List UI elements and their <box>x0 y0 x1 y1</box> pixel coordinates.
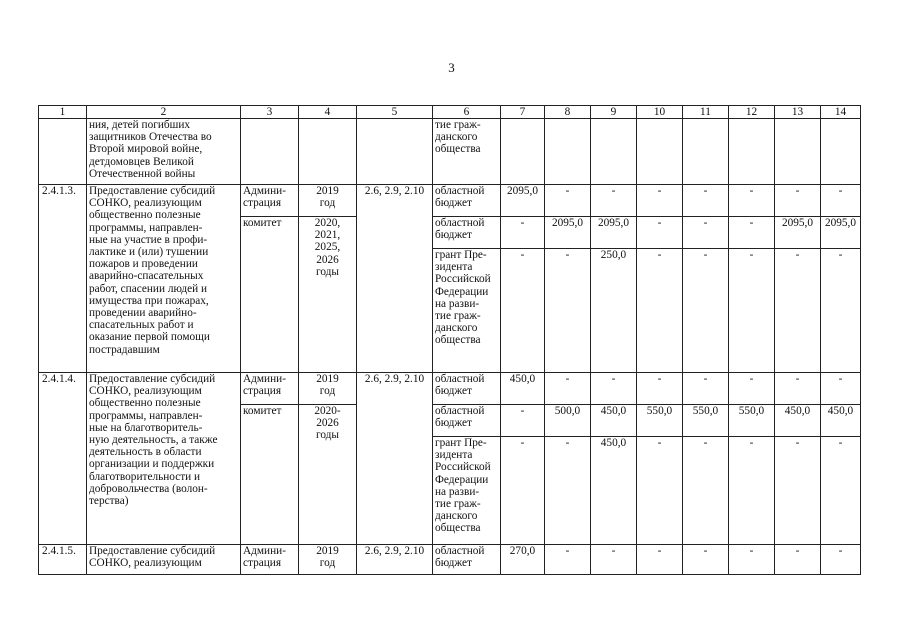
value-cell: - <box>775 249 821 373</box>
value-cell <box>683 119 729 185</box>
header-cell: 13 <box>775 106 821 119</box>
value-cell: - <box>775 545 821 575</box>
value-cell: 550,0 <box>637 405 683 437</box>
header-cell: 9 <box>591 106 637 119</box>
indicators-cell: 2.6, 2.9, 2.10 <box>357 185 433 373</box>
value-cell <box>501 119 545 185</box>
value-cell: - <box>729 437 775 545</box>
source-cell: областной бюджет <box>433 185 501 217</box>
source-cell: областной бюджет <box>433 545 501 575</box>
value-cell: 2095,0 <box>821 217 861 249</box>
value-cell: - <box>775 373 821 405</box>
value-cell: - <box>637 185 683 217</box>
header-cell: 2 <box>87 106 241 119</box>
program-table <box>38 105 861 575</box>
value-cell: 270,0 <box>501 545 545 575</box>
value-cell <box>729 119 775 185</box>
years-cell: 2020, 2021, 2025, 2026 годы <box>299 217 357 373</box>
value-cell: - <box>683 185 729 217</box>
value-cell <box>775 119 821 185</box>
value-cell <box>591 119 637 185</box>
value-cell <box>821 119 861 185</box>
source-cell: областной бюджет <box>433 405 501 437</box>
table-row <box>39 373 861 405</box>
value-cell: - <box>775 437 821 545</box>
header-cell: 12 <box>729 106 775 119</box>
executor-cell <box>241 119 299 185</box>
years-cell <box>299 119 357 185</box>
indicators-cell: 2.6, 2.9, 2.10 <box>357 545 433 575</box>
value-cell: 500,0 <box>545 405 591 437</box>
header-cell: 8 <box>545 106 591 119</box>
years-cell: 2020- 2026 годы <box>299 405 357 545</box>
executor-cell: комитет <box>241 217 299 373</box>
value-cell: - <box>637 545 683 575</box>
code-cell: 2.4.1.3. <box>39 185 87 373</box>
description-cell: Предоставление субсидий СОНКО, реализующим общественно полезные программы, направлен- ные на благотворитель- ную деятельность, а также деятельность в области организации и поддержки благотворительности и добровольчества (волон- терства) <box>87 373 241 545</box>
source-cell: областной бюджет <box>433 217 501 249</box>
value-cell <box>545 119 591 185</box>
value-cell: - <box>729 545 775 575</box>
value-cell: 2095,0 <box>775 217 821 249</box>
executor-cell: Админи- страция <box>241 373 299 405</box>
table-row <box>39 185 861 217</box>
header-cell: 5 <box>357 106 433 119</box>
executor-cell: комитет <box>241 405 299 545</box>
value-cell: - <box>683 545 729 575</box>
value-cell: 450,0 <box>501 373 545 405</box>
value-cell: 250,0 <box>591 249 637 373</box>
source-cell: тие граж- данского общества <box>433 119 501 185</box>
value-cell: - <box>683 217 729 249</box>
years-cell: 2019 год <box>299 185 357 217</box>
years-cell: 2019 год <box>299 373 357 405</box>
header-row <box>39 106 861 119</box>
years-cell: 2019 год <box>299 545 357 575</box>
value-cell: - <box>821 249 861 373</box>
value-cell: - <box>729 185 775 217</box>
code-cell <box>39 119 87 185</box>
header-cell: 3 <box>241 106 299 119</box>
value-cell: 450,0 <box>591 405 637 437</box>
header-cell: 10 <box>637 106 683 119</box>
value-cell: - <box>821 373 861 405</box>
value-cell: - <box>501 249 545 373</box>
value-cell: - <box>501 405 545 437</box>
value-cell: - <box>683 373 729 405</box>
indicators-cell: 2.6, 2.9, 2.10 <box>357 373 433 545</box>
value-cell <box>637 119 683 185</box>
code-cell: 2.4.1.4. <box>39 373 87 545</box>
value-cell: - <box>545 185 591 217</box>
value-cell: 450,0 <box>591 437 637 545</box>
value-cell: - <box>545 373 591 405</box>
header-cell: 14 <box>821 106 861 119</box>
value-cell: - <box>821 185 861 217</box>
header-cell: 6 <box>433 106 501 119</box>
value-cell: 450,0 <box>821 405 861 437</box>
executor-cell: Админи- страция <box>241 185 299 217</box>
value-cell: - <box>545 545 591 575</box>
description-cell: ния, детей погибших защитников Отечества во Второй мировой войне, детдомовцев Великой Отечественной войны <box>87 119 241 185</box>
value-cell: - <box>775 185 821 217</box>
value-cell: - <box>591 545 637 575</box>
value-cell: - <box>545 437 591 545</box>
value-cell: - <box>637 249 683 373</box>
header-cell: 4 <box>299 106 357 119</box>
description-cell: Предоставление субсидий СОНКО, реализующим <box>87 545 241 575</box>
value-cell: - <box>683 249 729 373</box>
value-cell: - <box>821 545 861 575</box>
page-number: 3 <box>448 60 455 75</box>
description-cell: Предоставление субсидий СОНКО, реализующим общественно полезные программы, направлен- ные на участие в профи- лактике и (или) тушении пожаров и проведении аварийно-спасательных работ, спасении людей и имущества при пожарах, проведении аварийно- спасательных работ и оказание первой помощи пострадавшим <box>87 185 241 373</box>
value-cell: - <box>637 217 683 249</box>
header-cell: 11 <box>683 106 729 119</box>
value-cell: - <box>591 185 637 217</box>
source-cell: областной бюджет <box>433 373 501 405</box>
value-cell: - <box>501 217 545 249</box>
code-cell: 2.4.1.5. <box>39 545 87 575</box>
executor-cell: Админи- страция <box>241 545 299 575</box>
value-cell: - <box>591 373 637 405</box>
value-cell: 550,0 <box>683 405 729 437</box>
source-cell: грант Пре- зидента Российской Федерации на разви- тие граж- данского общества <box>433 249 501 373</box>
value-cell: 550,0 <box>729 405 775 437</box>
value-cell: - <box>545 249 591 373</box>
value-cell: - <box>501 437 545 545</box>
value-cell: - <box>683 437 729 545</box>
source-cell: грант Пре- зидента Российской Федерации на разви- тие граж- данского общества <box>433 437 501 545</box>
table-row <box>39 119 861 185</box>
value-cell: - <box>821 437 861 545</box>
value-cell: 450,0 <box>775 405 821 437</box>
value-cell: 2095,0 <box>591 217 637 249</box>
value-cell: - <box>729 249 775 373</box>
value-cell: - <box>729 217 775 249</box>
value-cell: 2095,0 <box>545 217 591 249</box>
value-cell: - <box>729 373 775 405</box>
header-cell: 7 <box>501 106 545 119</box>
header-cell: 1 <box>39 106 87 119</box>
value-cell: 2095,0 <box>501 185 545 217</box>
value-cell: - <box>637 373 683 405</box>
value-cell: - <box>637 437 683 545</box>
table-row <box>39 545 861 575</box>
indicators-cell <box>357 119 433 185</box>
